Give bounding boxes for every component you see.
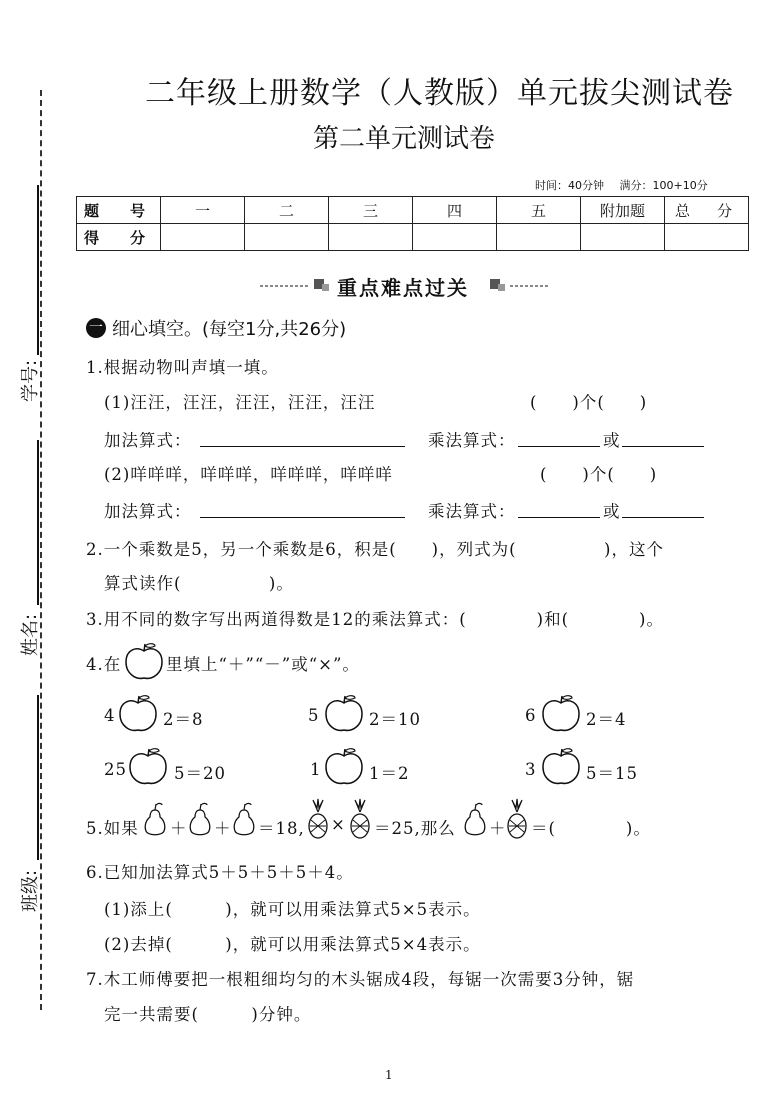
score-cell: 二: [245, 197, 329, 224]
exam-meta: [535, 177, 720, 193]
q1-or-2: 或: [603, 502, 621, 521]
q5-times: ×: [331, 815, 346, 834]
banner-divider: [260, 285, 308, 287]
q4-item-a: 1: [310, 760, 322, 779]
score-cell: 五: [497, 197, 581, 224]
name-label: 姓名:: [20, 613, 42, 657]
score-cell: 一: [161, 197, 245, 224]
name-line: [37, 440, 39, 605]
pear-icon: [462, 802, 488, 838]
section-number: 一: [86, 318, 106, 338]
q5-eq18: ＝18,: [258, 819, 305, 838]
score-input-cell[interactable]: [413, 224, 497, 251]
section-heading: [86, 315, 346, 341]
pear-icon: [187, 802, 213, 838]
score-table-header-row: [77, 197, 749, 224]
q7-line2: 完一共需要( )分钟。: [104, 1005, 312, 1024]
score-cell: 题 号: [77, 197, 161, 224]
score-input-cell[interactable]: [161, 224, 245, 251]
q1-stem: 1.根据动物叫声填一填。: [86, 358, 279, 377]
q4-stem-post: 里填上“＋”“－”或“×”。: [166, 655, 360, 674]
q1-mul-answer-2a[interactable]: [518, 501, 600, 518]
section-title: 细心填空。(每空1分,共26分): [112, 319, 347, 340]
page-number: 1: [385, 1068, 393, 1082]
score-cell: 四: [413, 197, 497, 224]
student-no-label: 学号:: [20, 359, 42, 403]
q5-plus: ＋: [489, 819, 507, 838]
apple-blank-icon[interactable]: [539, 694, 583, 734]
q4-item-b: 2＝10: [369, 710, 421, 729]
apple-icon: [122, 642, 166, 682]
q4-item-a: 3: [525, 760, 537, 779]
q2-line2: 算式读作( )。: [104, 574, 294, 593]
q6-part1: (1)添上( )，就可以用乘法算式5×5表示。: [104, 900, 481, 919]
pear-icon: [231, 802, 257, 838]
banner-square-icon: [498, 284, 505, 291]
q4-item-a: 5: [308, 706, 320, 725]
q1-or-1: 或: [603, 431, 621, 450]
q6-part2: (2)去掉( )，就可以用乘法算式5×4表示。: [104, 935, 481, 954]
section-banner: [260, 272, 540, 300]
time-limit: 时间：40分钟: [535, 179, 604, 192]
apple-blank-icon[interactable]: [539, 747, 583, 787]
score-table-score-row: [77, 224, 749, 251]
score-cell: 三: [329, 197, 413, 224]
q1-add-label-2: 加法算式：: [104, 502, 192, 521]
pineapple-icon: [347, 798, 373, 840]
q5-plus: ＋: [214, 819, 232, 838]
q4-item-a: 4: [104, 706, 116, 725]
pineapple-icon: [504, 798, 530, 840]
student-no-line: [37, 185, 39, 355]
apple-blank-icon[interactable]: [322, 747, 366, 787]
q4-item-a: 25: [104, 760, 127, 779]
score-input-cell[interactable]: [581, 224, 665, 251]
score-cell: 得 分: [77, 224, 161, 251]
q3: 3.用不同的数字写出两道得数是12的乘法算式：( )和( )。: [86, 610, 664, 629]
q4-item-b: 2＝4: [586, 710, 627, 729]
q5-tail: ＝( )。: [531, 819, 651, 838]
apple-blank-icon[interactable]: [126, 747, 170, 787]
score-input-cell[interactable]: [497, 224, 581, 251]
q1-part2: (2)咩咩咩，咩咩咩，咩咩咩，咩咩咩: [104, 465, 393, 484]
page-subtitle: 第二单元测试卷: [313, 124, 496, 154]
binding-dashed-line: [40, 90, 54, 1010]
q7-line1: 7.木工师傅要把一根粗细均匀的木头锯成4段，每锯一次需要3分钟，锯: [86, 970, 635, 989]
q6-stem: 6.已知加法算式5＋5＋5＋5＋4。: [86, 863, 354, 882]
q1-add-answer-2[interactable]: [200, 501, 405, 518]
q1-mul-answer-1a[interactable]: [518, 430, 600, 447]
score-table: [76, 196, 749, 251]
q4-stem-pre: 4.在: [86, 655, 122, 674]
q1-part1-blank[interactable]: ( )个( ): [530, 393, 648, 412]
q1-part2-blank[interactable]: ( )个( ): [540, 465, 658, 484]
q4-item-b: 5＝15: [586, 764, 638, 783]
q4-item-b: 2＝8: [163, 710, 204, 729]
score-cell: 附加题: [581, 197, 665, 224]
pineapple-icon: [305, 798, 331, 840]
score-input-cell[interactable]: [329, 224, 413, 251]
q5-pre: 5.如果: [86, 819, 139, 838]
q1-mul-answer-2b[interactable]: [622, 501, 704, 518]
q1-part1: (1)汪汪，汪汪，汪汪，汪汪，汪汪: [104, 393, 376, 412]
q1-mul-label-1: 乘法算式：: [428, 431, 516, 450]
q2-line1: 2.一个乘数是5，另一个乘数是6，积是( )，列式为( )，这个: [86, 540, 664, 559]
q4-item-b: 1＝2: [369, 764, 410, 783]
score-input-cell[interactable]: [245, 224, 329, 251]
q1-mul-label-2: 乘法算式：: [428, 502, 516, 521]
q5-plus: ＋: [170, 819, 188, 838]
q1-add-answer-1[interactable]: [200, 430, 405, 447]
banner-divider: [510, 285, 550, 287]
score-cell: 总 分: [665, 197, 749, 224]
banner-title: 重点难点过关: [337, 276, 469, 300]
q5-eq25: ＝25,那么: [374, 819, 456, 838]
q4-item-a: 6: [525, 706, 537, 725]
apple-blank-icon[interactable]: [322, 694, 366, 734]
score-input-cell[interactable]: [665, 224, 749, 251]
q1-mul-answer-1b[interactable]: [622, 430, 704, 447]
q4-item-b: 5＝20: [174, 764, 226, 783]
apple-blank-icon[interactable]: [116, 694, 160, 734]
full-score: 满分：100+10分: [619, 179, 708, 192]
q1-add-label-1: 加法算式：: [104, 431, 192, 450]
pear-icon: [142, 802, 168, 838]
page-title: 二年级上册数学（人教版）单元拔尖测试卷: [145, 76, 734, 111]
class-label: 班级:: [20, 869, 42, 913]
class-line: [37, 695, 39, 860]
banner-square-icon: [322, 284, 329, 291]
